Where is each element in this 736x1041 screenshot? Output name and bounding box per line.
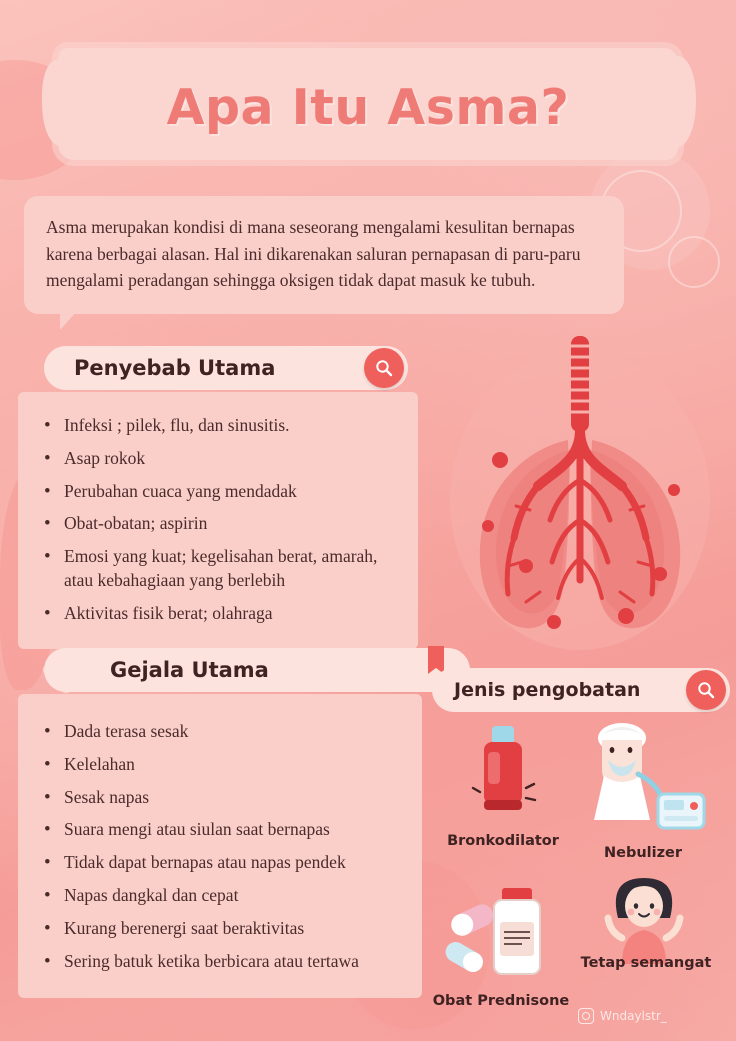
inhaler-icon	[470, 722, 540, 826]
nebulizer-icon	[578, 716, 714, 840]
gejala-list	[44, 720, 402, 973]
list-item: • Sesak napas	[44, 786, 402, 810]
watermark	[578, 1008, 667, 1024]
section-header-penyebab	[44, 346, 408, 390]
list-item: • Kurang berenergi saat beraktivitas	[44, 917, 402, 941]
decor-ring	[668, 236, 720, 288]
intro-paragraph: Asma merupakan kondisi di mana seseorang mengalami kesulitan bernapas karena berbagai alasan. Hal ini dikarenakan saluran pernapasan di paru-paru mengalami peradangan sehingga oksigen tidak dapat masuk ke tubuh.	[24, 196, 624, 314]
bookmark-icon	[428, 646, 444, 674]
search-icon[interactable]	[364, 348, 404, 388]
section-header-gejala	[44, 648, 470, 692]
happy-girl-icon	[588, 872, 700, 964]
list-card-gejala	[18, 694, 422, 998]
list-item: • Tidak dapat bernapas atau napas pendek	[44, 851, 402, 875]
instagram-icon	[578, 1008, 594, 1024]
treatment-label-bronkodilator: Bronkodilator	[447, 833, 559, 849]
page-title: Apa Itu Asma?	[166, 78, 570, 136]
list-item: • Asap rokok	[44, 447, 398, 471]
section-title-pengobatan: Jenis pengobatan	[454, 679, 641, 701]
treatment-label-prednisone: Obat Prednisone	[432, 993, 570, 1009]
section-header-pengobatan	[432, 668, 730, 712]
medicine-bottle-icon	[430, 872, 570, 992]
penyebab-list	[44, 414, 398, 626]
search-icon[interactable]	[686, 670, 726, 710]
list-item: • Obat-obatan; aspirin	[44, 512, 398, 536]
section-title-gejala: Gejala Utama	[110, 658, 269, 682]
list-item: • Infeksi ; pilek, flu, dan sinusitis.	[44, 414, 398, 438]
treatment-label-nebulizer: Nebulizer	[603, 845, 683, 861]
list-card-penyebab	[18, 392, 418, 649]
section-title-penyebab: Penyebab Utama	[74, 356, 276, 380]
list-item: • Napas dangkal dan cepat	[44, 884, 402, 908]
list-item: • Dada terasa sesak	[44, 720, 402, 744]
watermark-text: Wndaylstr_	[600, 1009, 667, 1023]
list-item: • Sering batuk ketika berbicara atau tertawa	[44, 950, 402, 974]
list-item: • Suara mengi atau siulan saat bernapas	[44, 818, 402, 842]
list-item: • Perubahan cuaca yang mendadak	[44, 480, 398, 504]
list-item: • Aktivitas fisik berat; olahraga	[44, 602, 398, 626]
list-item: • Emosi yang kuat; kegelisahan berat, amarah, atau kebahagiaan yang berlebih	[44, 545, 398, 593]
lungs-illustration	[430, 330, 730, 660]
list-item: • Kelelahan	[44, 753, 402, 777]
treatment-label-semangat: Tetap semangat	[580, 955, 712, 971]
